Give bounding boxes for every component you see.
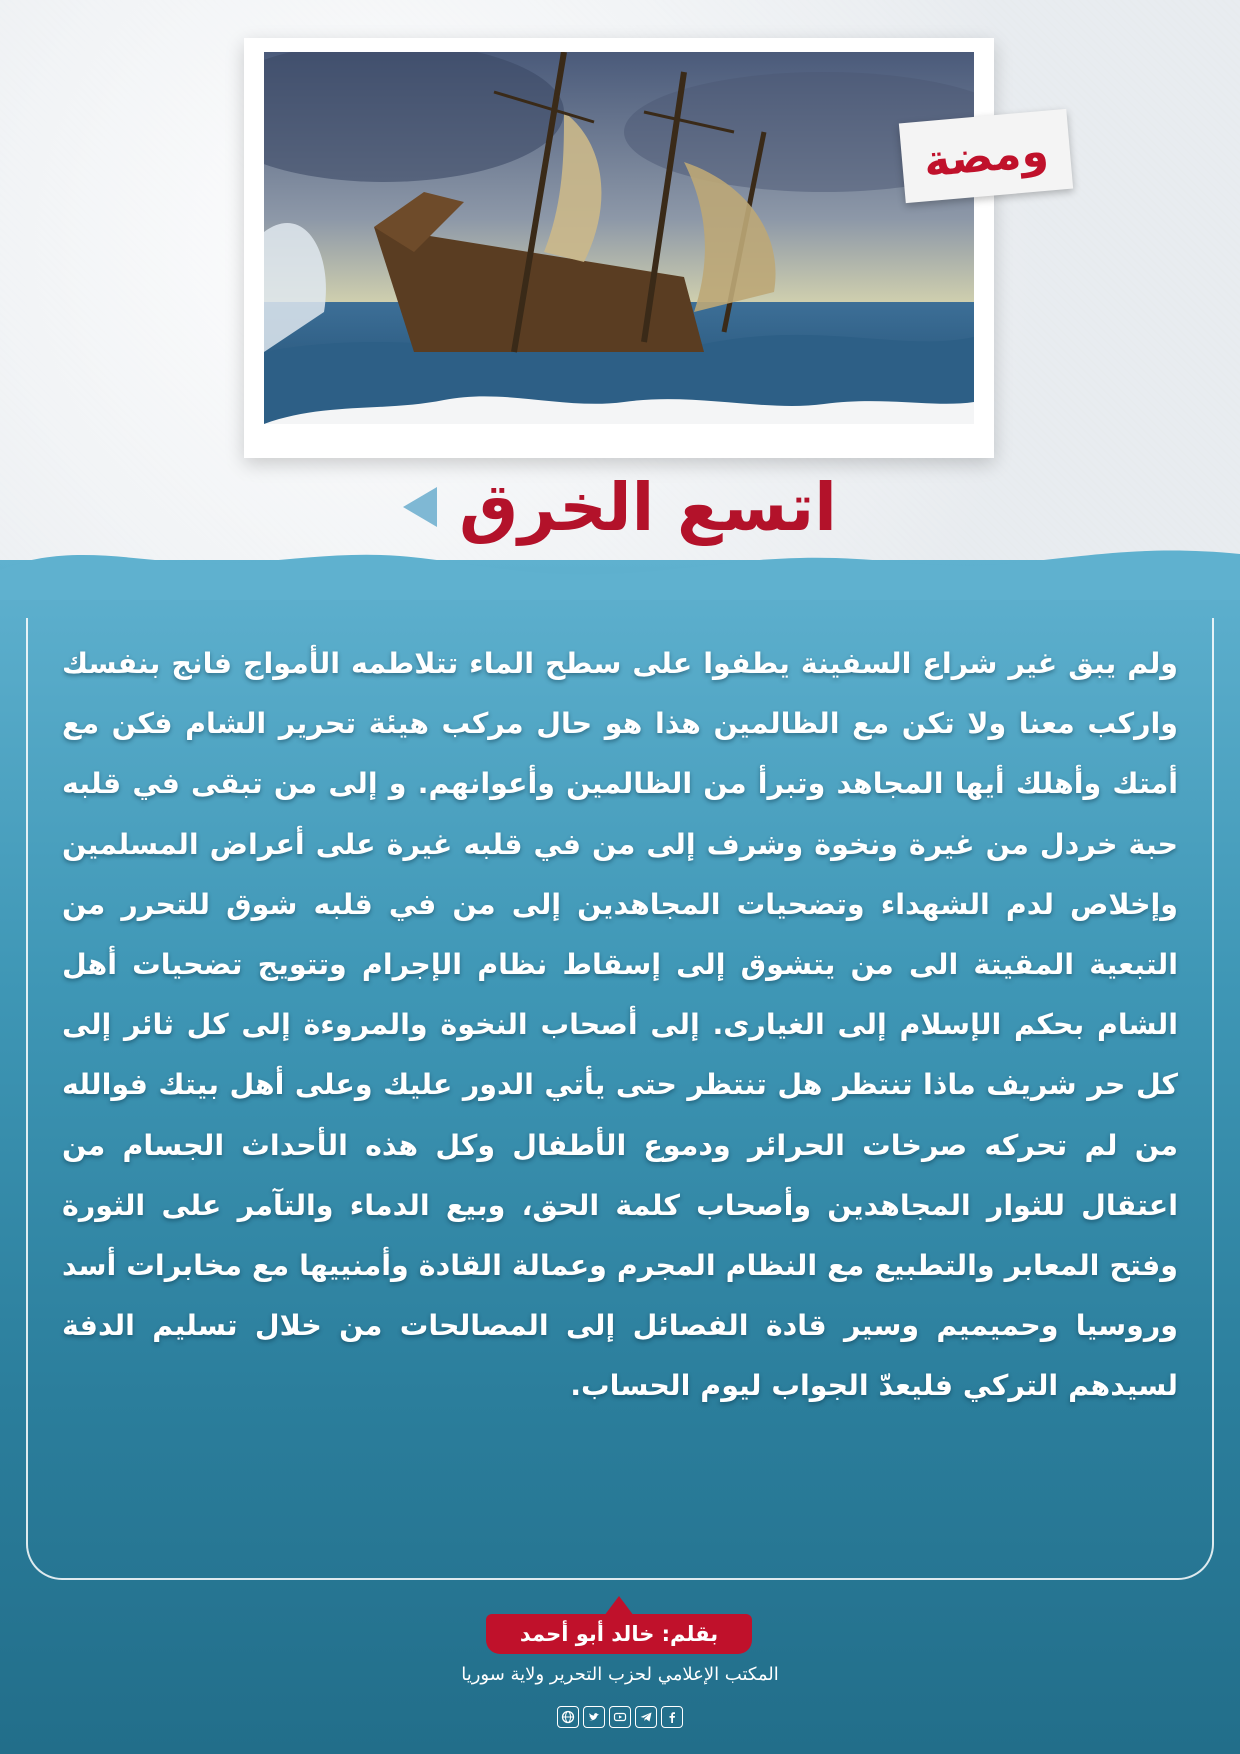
twitter-icon[interactable] xyxy=(583,1706,605,1728)
ship-photo xyxy=(264,52,974,424)
ship-in-storm-image xyxy=(264,52,974,424)
facebook-icon[interactable] xyxy=(661,1706,683,1728)
social-icons xyxy=(0,1706,1240,1728)
author-tab-notch xyxy=(604,1596,634,1616)
youtube-icon[interactable] xyxy=(609,1706,631,1728)
page-title: اتسع الخرق xyxy=(459,468,837,546)
stamp-label: ومضة xyxy=(921,125,1051,187)
media-office-label: المكتب الإعلامي لحزب التحرير ولاية سوريا xyxy=(461,1664,779,1685)
title-row xyxy=(0,462,1240,552)
article-body: ولم يبق غير شراع السفينة يطفوا على سطح الماء تتلاطمه الأمواج فانج بنفسك واركب معنا ولا تكن مع الظالمين هذا هو حال مركب هيئة تحرير الشام فكن مع أمتك وأهلك أيها المجاهد وتبرأ من الظالمين وأعوانهم. و إلى من تبقى في قلبه حبة خردل من غيرة ونخوة وشرف إلى من في قلبه غيرة على أعراض المسلمين وإخلاص لدم الشهداء وتضحيات المجاهدين إلى من في قلبه شوق للتحرر من التبعية المقيتة الى من يتشوق إلى إسقاط نظام الإجرام وتتويج تضحيات أهل الشام بحكم الإسلام إلى الغيارى. إلى أصحاب النخوة والمروءة إلى كل ثائر إلى كل حر شريف ماذا تنتظر هل تنتظر حتى يأتي الدور عليك وعلى أهل بيتك فوالله من لم تحركه صرخات الحرائر ودموع الأطفال وكل هذه الأحداث الجسام من اعتقال للثوار المجاهدين وأصحاب كلمة الحق، وبيع الدماء والتآمر على الثورة وفتح المعابر والتطبيع مع النظام المجرم وعمالة القادة وأمنييها مع مخابرات أسد وروسيا وحميميم وسير قادة الفصائل إلى المصالحات من خلال تسليم الدفة لسيدهم التركي فليعدّ الجواب ليوم الحساب. xyxy=(62,647,1178,1403)
triangle-pointer-icon xyxy=(403,487,437,527)
author-name: بقلم: خالد أبو أحمد xyxy=(519,1622,719,1646)
stamp-badge xyxy=(899,109,1073,203)
telegram-icon[interactable] xyxy=(635,1706,657,1728)
author-tab xyxy=(486,1614,752,1654)
globe-icon[interactable] xyxy=(557,1706,579,1728)
